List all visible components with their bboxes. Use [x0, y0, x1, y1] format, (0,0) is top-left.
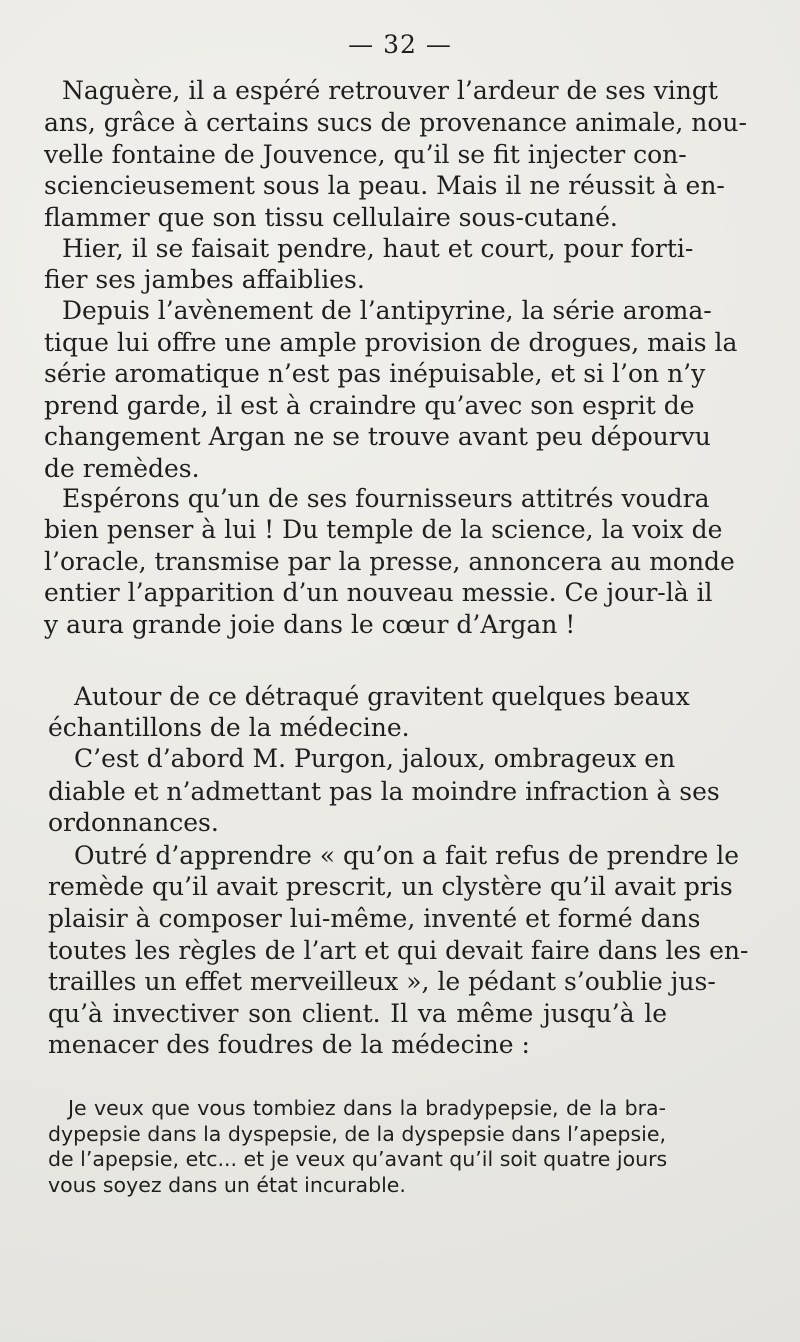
text-line: fier ses jambes affaiblies.: [44, 265, 365, 294]
text-line: diable et n’admettant pas la moindre infraction à ses: [48, 777, 720, 806]
text-line: Depuis l’avènement de l’antipyrine, la série aroma-: [62, 296, 712, 325]
text-line: trailles un effet merveilleux », le pédant s’oublie jus-: [48, 967, 716, 996]
text-line: y aura grande joie dans le cœur d’Argan !: [44, 610, 576, 639]
text-line: prend garde, il est à craindre qu’avec son esprit de: [44, 391, 695, 420]
page-number: — 32 —: [348, 30, 452, 59]
text-line: Hier, il se faisait pendre, haut et court, pour forti-: [62, 234, 694, 263]
text-line: flammer que son tissu cellulaire sous-cutané.: [44, 203, 618, 232]
text-line: menacer des foudres de la médecine :: [48, 1030, 530, 1059]
text-line: toutes les règles de l’art et qui devait faire dans les en-: [48, 936, 749, 965]
quote-line: de l’apepsie, etc... et je veux qu’avant qu’il soit quatre jours: [48, 1147, 668, 1171]
text-line: échantillons de la médecine.: [48, 713, 410, 742]
text-line: C’est d’abord M. Purgon, jaloux, ombrageux en: [74, 744, 676, 773]
text-line: qu’à invectiver son client. Il va même jusqu’à le: [48, 999, 667, 1028]
quote-line: Je veux que vous tombiez dans la bradypepsie, de la bra-: [68, 1096, 666, 1120]
text-line: tique lui offre une ample provision de drogues, mais la: [44, 328, 738, 357]
text-line: velle fontaine de Jouvence, qu’il se fit injecter con-: [44, 140, 687, 169]
text-line: Outré d’apprendre « qu’on a fait refus de prendre le: [74, 841, 740, 870]
text-line: plaisir à composer lui-même, inventé et formé dans: [48, 904, 701, 933]
text-line: Naguère, il a espéré retrouver l’ardeur de ses vingt: [62, 76, 718, 105]
text-line: série aromatique n’est pas inépuisable, et si l’on n’y: [44, 359, 706, 388]
text-line: de remèdes.: [44, 454, 200, 483]
text-line: l’oracle, transmise par la presse, annoncera au monde: [44, 547, 735, 576]
text-line: Autour de ce détraqué gravitent quelques beaux: [74, 682, 690, 711]
text-line: sciencieusement sous la peau. Mais il ne réussit à en-: [44, 171, 725, 200]
quote-line: vous soyez dans un état incurable.: [48, 1173, 406, 1197]
quote-line: dypepsie dans la dyspepsie, de la dyspepsie dans l’apepsie,: [48, 1122, 666, 1146]
text-line: ordonnances.: [48, 808, 219, 837]
text-line: Espérons qu’un de ses fournisseurs attitrés voudra: [62, 484, 710, 513]
text-line: bien penser à lui ! Du temple de la science, la voix de: [44, 515, 723, 544]
text-line: ans, grâce à certains sucs de provenance animale, nou-: [44, 108, 747, 137]
text-line: remède qu’il avait prescrit, un clystère qu’il avait pris: [48, 872, 733, 901]
text-line: entier l’apparition d’un nouveau messie. Ce jour-là il: [44, 578, 713, 607]
text-line: changement Argan ne se trouve avant peu dépourvu: [44, 422, 711, 451]
